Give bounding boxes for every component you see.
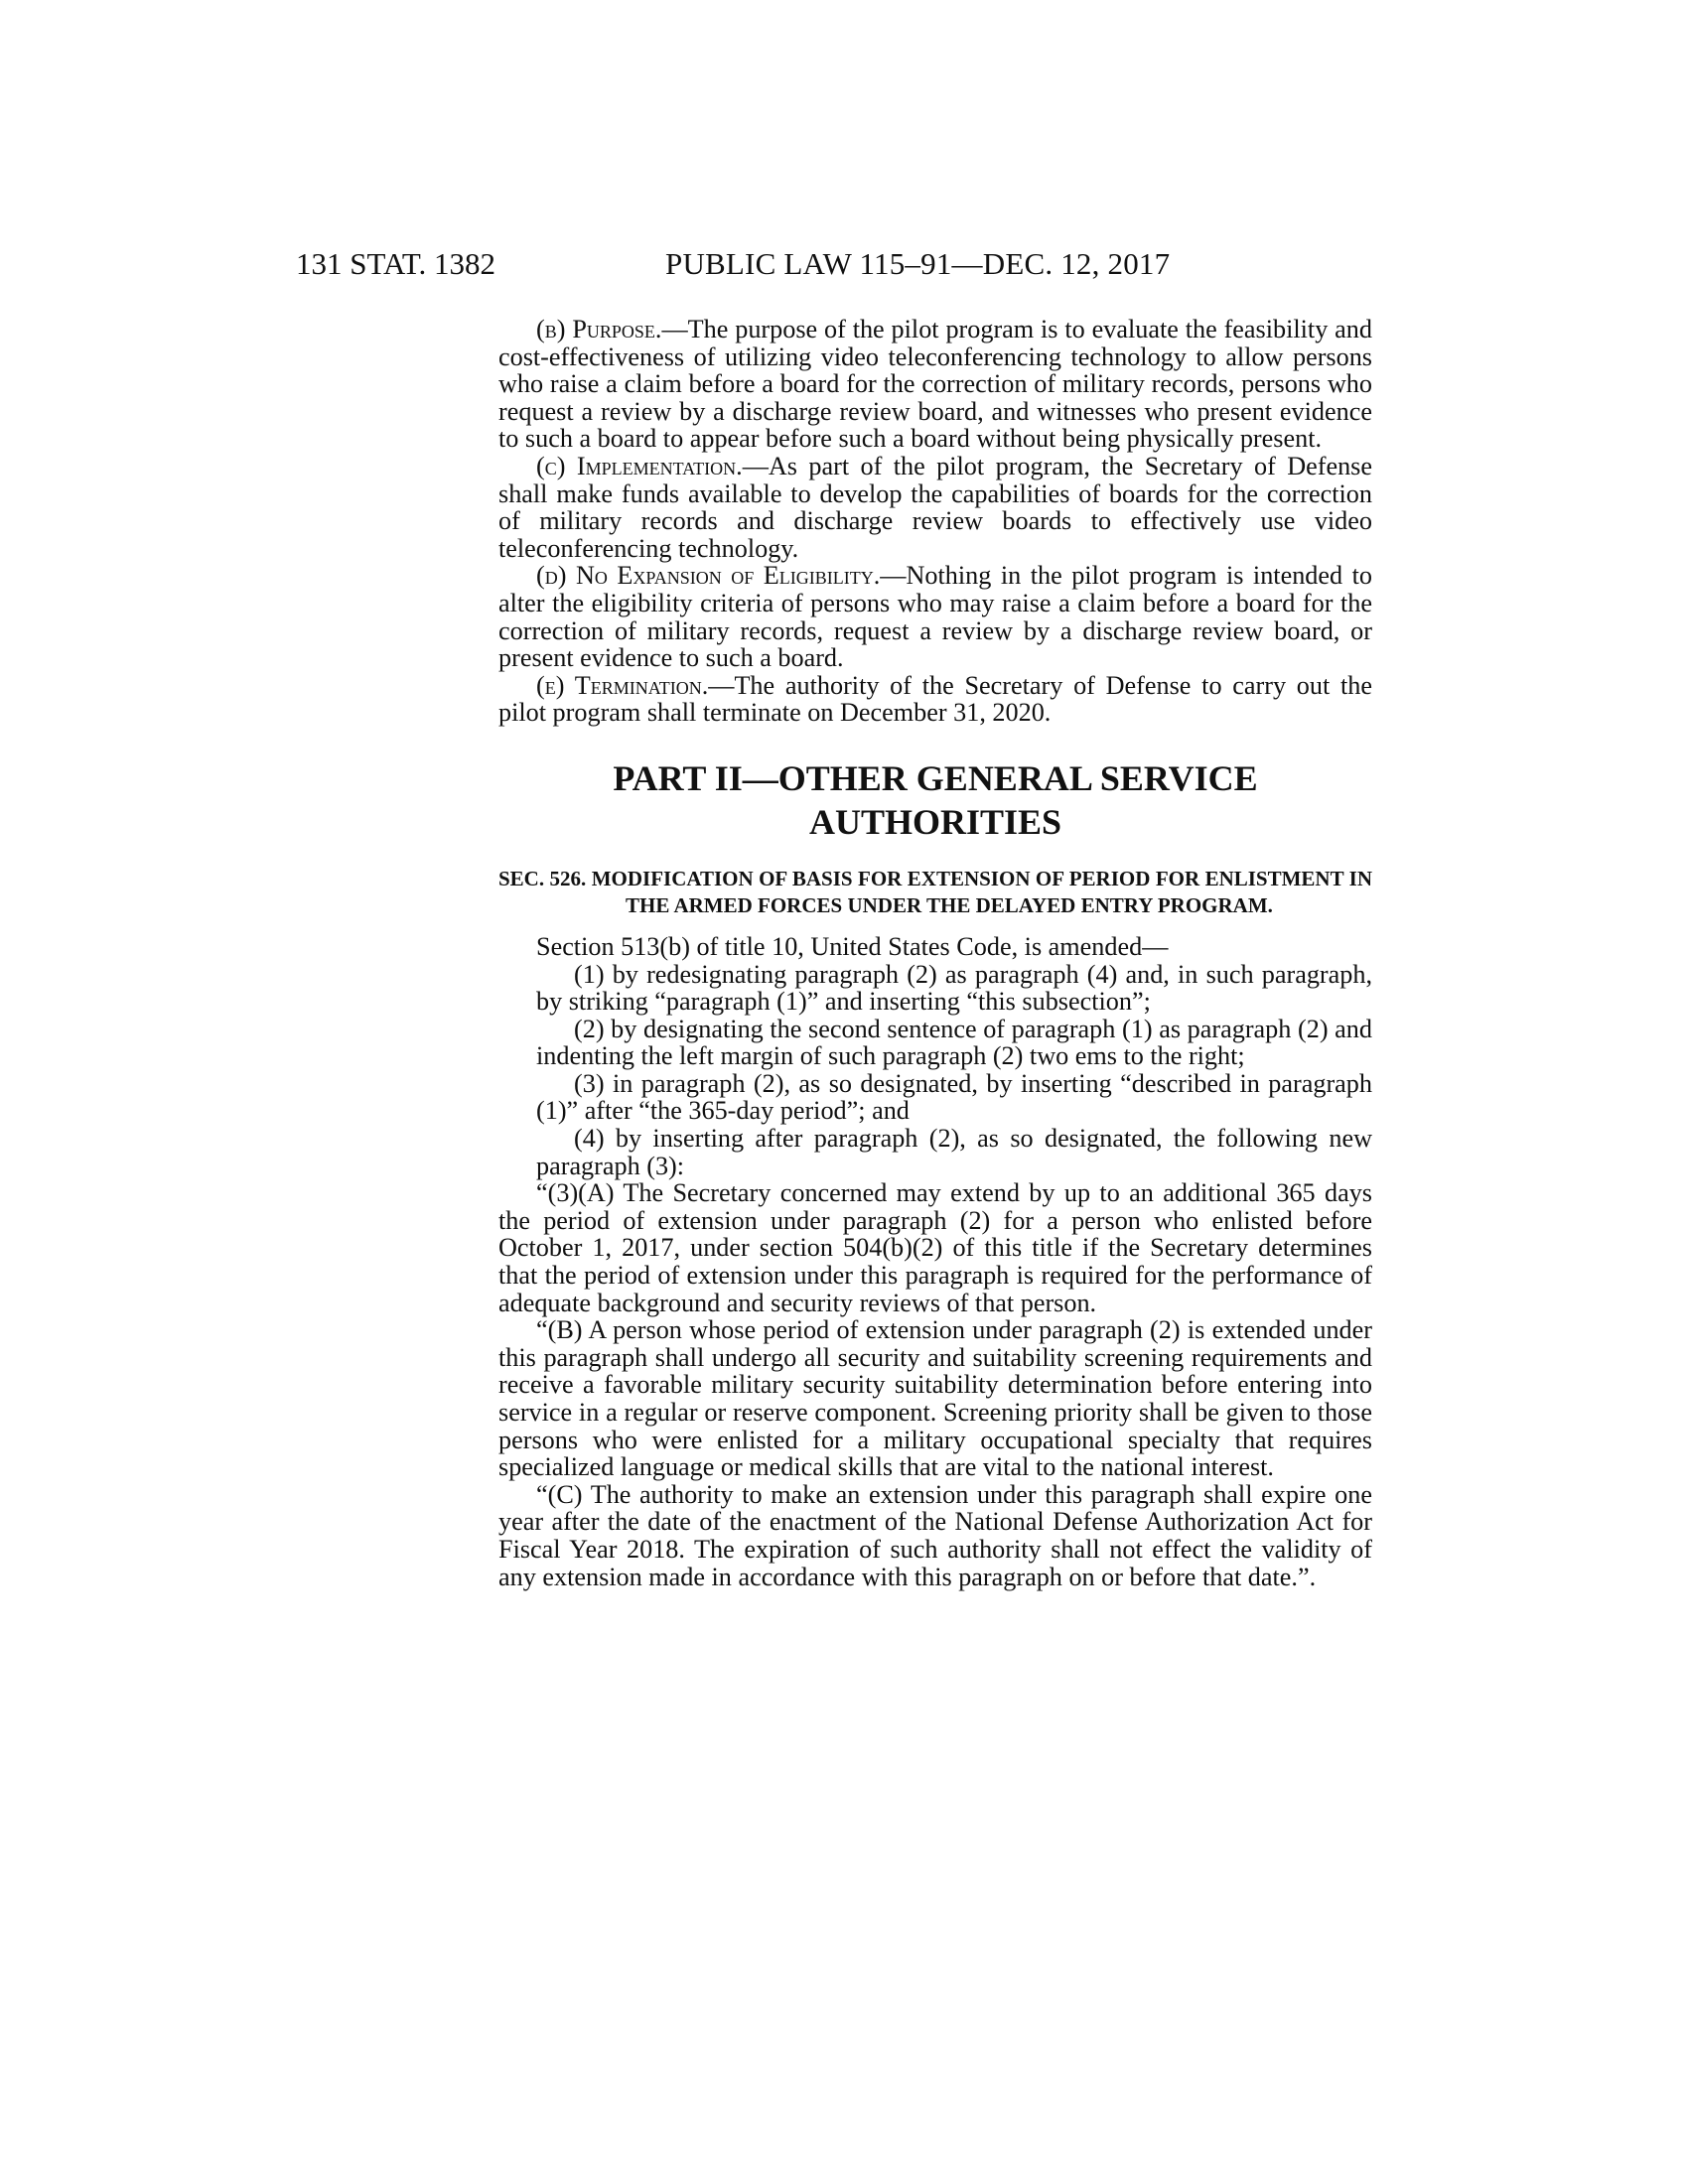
quoted-paragraph: “(B) A person whose period of extension under paragraph (2) is extended under this paragraph shall undergo all security and suitability screening requirements and receive a favorable military security suitability determination before entering into service in a regular or reserve component. Screening priority shall be given to those persons who were enlisted for a military occupational specialty that requires specialized language or medical skills that are vital to the national interest. bbox=[498, 1315, 1372, 1482]
amendment-item: (1) by redesignating paragraph (2) as paragraph (4) and, in such paragraph, by striking “paragraph (1)” and inserting “this subsection”; bbox=[536, 959, 1372, 1017]
subsection-heading: (b) Purpose. bbox=[536, 315, 662, 343]
quoted-paragraph: “(C) The authority to make an extension under this paragraph shall expire one year after the date of the enactment of the National Defense Authorization Act for Fiscal Year 2018. The expiration of such authority shall not effect the validity of any extension made in accordance with this paragraph on or before that date.”. bbox=[498, 1479, 1372, 1591]
subsection-text: —The authority of the Secretary of Defense to carry out the pilot program shall terminate on December 31, 2020. bbox=[498, 670, 1372, 728]
subsection-purpose bbox=[498, 316, 1372, 453]
subsection-text: —As part of the pilot program, the Secretary of Defense shall make funds available to develop the capabilities of boards for the correction of military records and discharge review boards to effectively use video teleconferencing technology. bbox=[498, 451, 1372, 563]
subsection-termination bbox=[498, 672, 1372, 727]
quoted-paragraph: “(3)(A) The Secretary concerned may extend by up to an additional 365 days the period of extension under paragraph (2) for a person who enlisted before October 1, 2017, under section 504(b)(2) of this title if the Secretary determines that the period of extension under this paragraph is required for the performance of adequate background and security reviews of that person. bbox=[498, 1178, 1372, 1317]
subsection-implementation bbox=[498, 453, 1372, 562]
subsection-text: —Nothing in the pilot program is intended to alter the eligibility criteria of persons who may raise a claim before a board for the correction of military records, request a review by a discharge review board, or present evidence to such a board. bbox=[498, 561, 1372, 673]
subsection-heading: (c) Implementation. bbox=[536, 451, 743, 480]
subsection-heading: (e) Termination. bbox=[536, 670, 709, 700]
subsection-text: —The purpose of the pilot program is to evaluate the feasibility and cost-effectiveness of utilizing video teleconferencing technology to allow persons who raise a claim before a board for the correction of military records, persons who request a review by a discharge review board, and witnesses who present evidence to such a board to appear before such a board without being physically present. bbox=[498, 315, 1372, 454]
subsection-no-expansion bbox=[498, 562, 1372, 671]
document-body bbox=[498, 316, 1372, 1590]
stat-citation: 131 STAT. 1382 bbox=[296, 246, 496, 281]
page-header bbox=[296, 244, 1368, 284]
amendment-item: (3) in paragraph (2), as so designated, by inserting “described in paragraph (1)” after “the 365-day period”; and bbox=[536, 1068, 1372, 1126]
subsection-heading: (d) No Expansion of Eligibility. bbox=[536, 561, 881, 591]
public-law-line: PUBLIC LAW 115–91—DEC. 12, 2017 bbox=[665, 246, 1171, 281]
section-intro: Section 513(b) of title 10, United States Code, is amended— bbox=[536, 931, 1169, 961]
amendment-item: (2) by designating the second sentence of paragraph (1) as paragraph (2) and indenting the left margin of such paragraph (2) two ems to the right; bbox=[536, 1014, 1372, 1071]
amendment-item: (4) by inserting after paragraph (2), as so designated, the following new paragraph (3): bbox=[536, 1124, 1372, 1180]
part-title: PART II—OTHER GENERAL SERVICE AUTHORITIES bbox=[613, 757, 1258, 842]
section-heading: SEC. 526. MODIFICATION OF BASIS FOR EXTENSION OF PERIOD FOR ENLISTMENT IN THE ARMED FORCES UNDER THE DELAYED ENTRY PROGRAM. bbox=[498, 866, 1372, 917]
